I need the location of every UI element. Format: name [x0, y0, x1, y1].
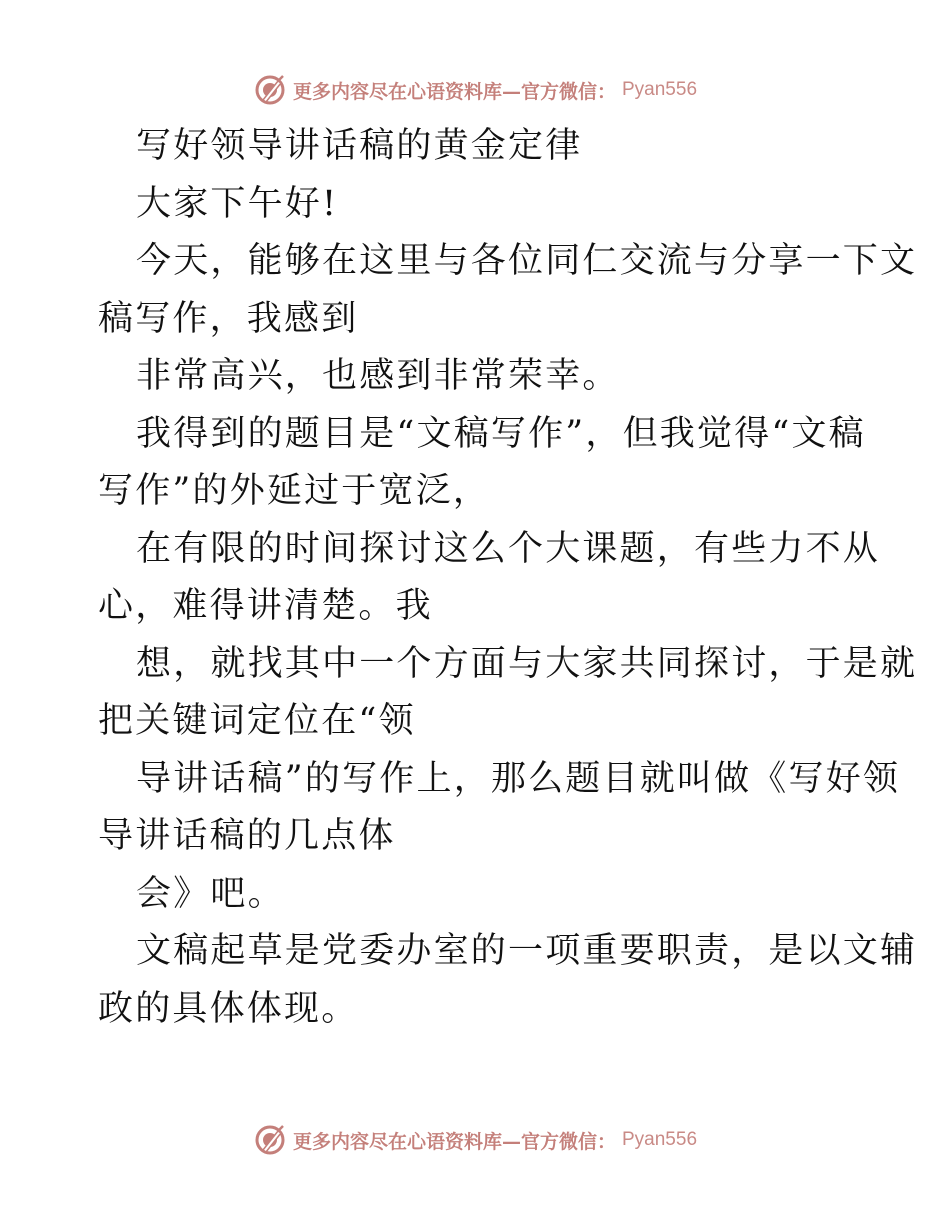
- body-paragraph: [98, 751, 901, 866]
- paragraph-line: 写好领导讲话稿的黄金定律: [136, 126, 583, 166]
- footer-watermark: [0, 1120, 950, 1160]
- paragraph-line: 导讲话稿”的写作上，那么题目就叫做《写好领: [136, 758, 901, 799]
- paragraph-line: 想，就找其中一个方面与大家共同探讨，于是就: [136, 643, 918, 684]
- paragraph-line: 非常高兴，也感到非常荣幸。: [136, 356, 620, 396]
- paragraph-line: 写作”的外延过于宽泛，: [98, 471, 491, 511]
- pen-circle-logo-icon: [253, 1123, 287, 1157]
- body-paragraph: [98, 521, 881, 636]
- body-paragraph: [98, 348, 853, 406]
- paragraph-line: 把关键词定位在“领: [98, 701, 416, 741]
- greeting-paragraph: [98, 176, 853, 234]
- document-title: [98, 118, 853, 176]
- paragraph-line: 我得到的题目是“文稿写作”，但我觉得“文稿: [136, 413, 866, 454]
- paragraph-line: 稿写作，我感到: [98, 298, 359, 339]
- body-paragraph: [98, 406, 866, 521]
- watermark-text: 更多内容尽在心语资料库—官方微信：: [292, 1130, 616, 1153]
- header-watermark: [0, 70, 950, 110]
- body-paragraph: [98, 866, 853, 924]
- paragraph-line: 今天，能够在这里与各位同仁交流与分享一下文: [136, 241, 918, 281]
- paragraph-line: 会》吧。: [136, 873, 285, 914]
- pen-circle-logo-icon: [253, 73, 287, 107]
- document-body: [98, 118, 918, 1038]
- paragraph-line: 在有限的时间探讨这么个大课题，有些力不从: [136, 528, 881, 569]
- paragraph-line: 导讲话稿的几点体: [98, 816, 396, 856]
- watermark-wechat-id: Pyan556: [622, 1129, 698, 1150]
- body-paragraph: [98, 636, 918, 751]
- paragraph-line: 大家下午好!: [136, 183, 339, 224]
- watermark-wechat-id: Pyan556: [622, 79, 698, 100]
- body-paragraph: [98, 923, 918, 1038]
- body-paragraph: [98, 233, 918, 348]
- paragraph-line: 心，难得讲清楚。我: [98, 586, 433, 626]
- paragraph-line: 政的具体体现。: [98, 988, 359, 1029]
- watermark-text: 更多内容尽在心语资料库—官方微信：: [292, 80, 616, 103]
- paragraph-line: 文稿起草是党委办室的一项重要职责，是以文辅: [136, 931, 918, 971]
